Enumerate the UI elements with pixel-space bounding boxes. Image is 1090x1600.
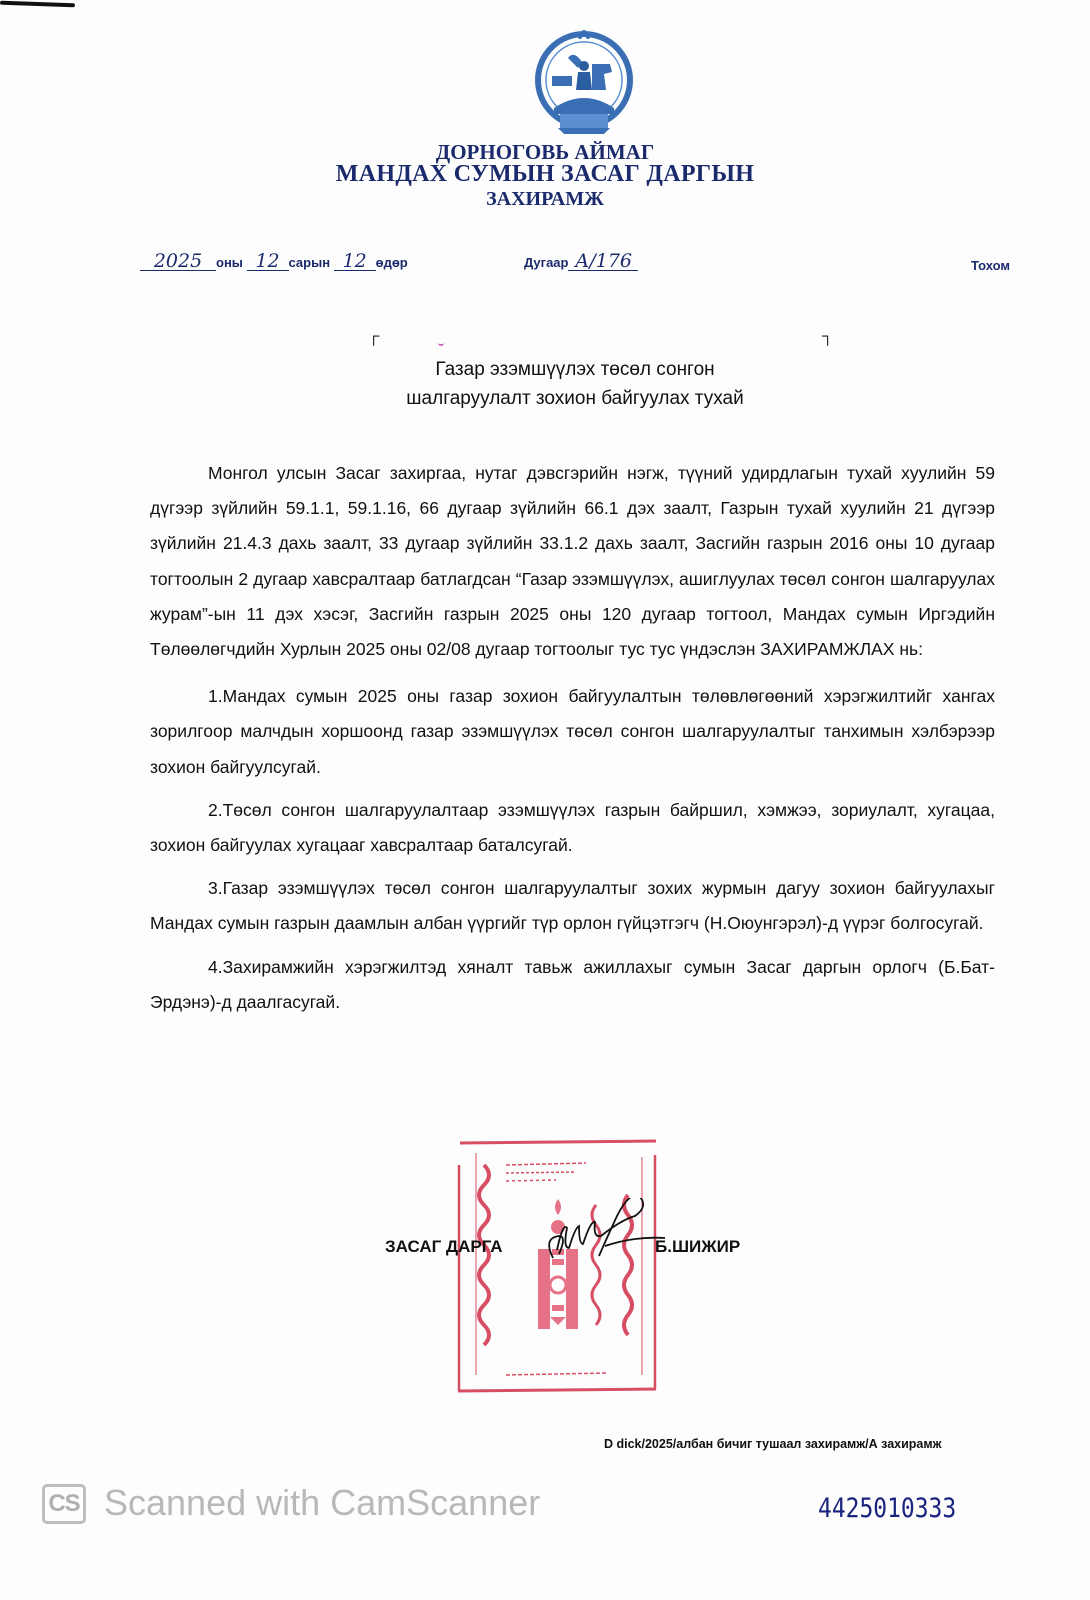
- title-line-2: шалгаруулалт зохион байгуулах тухай: [406, 388, 744, 409]
- file-path: D dick/2025/албан бичиг тушаал захирамж/А захирамж: [604, 1437, 942, 1451]
- date-day: 12: [334, 252, 376, 271]
- header-province: ДОРНОГОВЬ АЙМАГ: [435, 140, 655, 164]
- document-number-label: Дугаар: [524, 255, 569, 270]
- date-month-suffix: сарын: [288, 255, 331, 270]
- header-office: МАНДАХ СУМЫН ЗАСАГ ДАРГЫН: [335, 161, 755, 187]
- camscanner-logo-icon: CS: [42, 1484, 86, 1524]
- order-item: 2.Төсөл сонгон шалгаруулалтаар эзэмшүүлэх газрын байршил, хэмжээ, зориулалт, хугацаа, зохион байгуулах хугацааг хавсралтаар баталсугай.: [150, 799, 995, 856]
- date-year: 2025: [140, 252, 216, 271]
- camscanner-watermark: Scanned with CamScanner: [104, 1482, 541, 1523]
- header-doc-type: ЗАХИРАМЖ: [486, 188, 604, 210]
- signatory-position: ЗАСАГ ДАРГА: [385, 1237, 503, 1256]
- title-line-1: Газар эзэмшүүлэх төсөл сонгон: [435, 359, 715, 380]
- place-name: Тохом: [970, 258, 1010, 273]
- registration-number: 4425010333: [818, 1493, 957, 1524]
- signatory-name: Б.ШИЖИР: [655, 1237, 741, 1256]
- order-item: 4.Захирамжийн хэрэгжилтэд хяналт тавьж ажиллахыг сумын Засаг даргын орлогч (Б.Бат-Эрдэнэ)-д даалгасугай.: [150, 956, 995, 1012]
- date-month: 12: [247, 252, 289, 271]
- preamble-paragraph: Монгол улсын Засаг захиргаа, нутаг дэвсгэрийн нэгж, түүний удирдлагын тухай хуулийн 59 дүгээр зүйлийн 59.1.1, 59.1.16, 66 дугаар зүйлийн 66.1 дэх заалт, Газрын тухай хуулийн 21 дүгээр зүйлийн 21.4.3 дахь заалт, 33 дугаар зүйлийн 33.1.2 дахь заалт, Засгийн газрын 2016 оны 10 дугаар тогтоолын 2 дугаар хавсралтаар батлагдсан “Газар эзэмшүүлэх, ашиглуулах төсөл сонгон шалгаруулах журам”-ын 11 дэх хэсэг, Засгийн газрын 2025 оны 120 дугаар тогтоол, Мандах сумын Иргэдийн Төлөөлөгчдийн Хурлын 2025 оны 02/08 дугаар тогтоолыг тус тус үндэслэн ЗАХИРАМЖЛАХ нь:: [150, 463, 995, 660]
- date-day-suffix: өдөр: [375, 255, 408, 270]
- dateline: [140, 252, 1020, 282]
- ink-mark: [438, 340, 444, 346]
- document-number-field: [524, 252, 638, 271]
- document-number: А/176: [568, 252, 638, 271]
- order-item: 3.Газар эзэмшүүлэх төсөл сонгон шалгаруулалтыг зохих журмын дагуу зохион байгуулахыг Мандах сумын газрын даамлын албан үүргийг түр орлон гүйцэтгэгч (Н.Оюунгэрэл)-д үүрэг болгосугай.: [150, 878, 995, 934]
- date-field: [140, 252, 408, 271]
- document-title: [0, 355, 1090, 413]
- order-item: 1.Мандах сумын 2025 оны газар зохион байгуулалтын төлөвлөгөөний хэрэгжилтийг хангах зорилгоор малчдын хоршоонд газар эзэмшүүлэх төсөл сонгон шалгаруулалтыг танхимын хэлбэрээр зохион байгуулсугай.: [150, 686, 995, 777]
- title-bracket-right: ┐: [822, 328, 834, 345]
- scan-edge-mark: [0, 1, 75, 8]
- title-bracket-left: ┌: [368, 328, 380, 345]
- mongolia-state-emblem-icon: [528, 28, 640, 138]
- date-year-suffix: оны: [216, 255, 243, 270]
- document-body: [150, 456, 995, 1028]
